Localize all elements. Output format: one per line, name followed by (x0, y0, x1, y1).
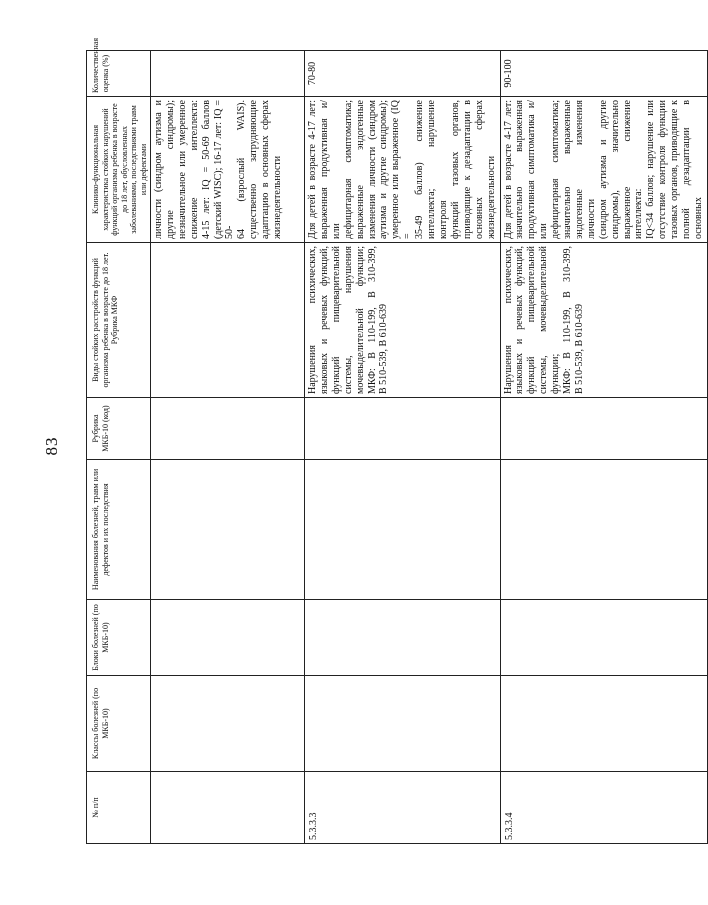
text-line: адаптацию в основных сферах (260, 100, 272, 239)
table-row (500, 51, 707, 844)
text-line: снижение интеллекта: (188, 100, 200, 239)
text-line: незначительное или умеренное (176, 100, 188, 239)
text-line: другие синдромы); (164, 100, 176, 239)
text-line: значительно выраженная (514, 100, 526, 239)
text-line: (детский WISC); 16-17 лет: IQ = 50- (212, 100, 236, 239)
cell-clinical-characteristic (151, 97, 305, 243)
text-line: Нарушения психических, (307, 246, 318, 394)
cell-disease-block (151, 600, 305, 676)
cell-mkb-rubric (151, 398, 305, 460)
text-line: дефицитарная симптоматика; (342, 100, 354, 239)
text-line: системы, мочевыделительной (538, 246, 550, 394)
text-line: эндогенные изменения личности (573, 100, 597, 239)
table-row (305, 51, 501, 844)
table-header-row (87, 51, 151, 844)
text-line: МКФ: В 110-199, В 310-399, (366, 246, 378, 394)
text-line: жизнедеятельности (485, 155, 497, 239)
page-number: 83 (42, 436, 61, 456)
text-line: существенно затрудняющие (248, 100, 260, 239)
text-line: приводящие к дезадаптации в (461, 100, 473, 239)
cell-disease-class (305, 676, 501, 772)
text-line: выраженная продуктивная и/или (318, 100, 342, 239)
text-line: функции; (550, 353, 562, 394)
table-row (151, 51, 305, 844)
header-mkb-rubric: Рубрика МКБ-10 (код) (87, 398, 151, 460)
text-line: выраженные эндогенные (354, 100, 366, 239)
header-disorder-types: Виды стойких расстройств функций организма ребенка в возрасте до 18 лет. Рубрика МКФ (87, 243, 151, 398)
text-line: Для детей в возрасте 4-17 лет: (307, 100, 318, 239)
cell-disorder-types (151, 243, 305, 398)
text-line: тазовых органов, приводящие к (669, 100, 681, 239)
row-number: 5.3.3.4 (500, 772, 707, 844)
cell-disorder-types (305, 243, 501, 398)
row-number (151, 772, 305, 844)
text-line: жизнедеятельности (272, 155, 284, 239)
disability-criteria-table (86, 38, 708, 844)
text-line: интеллекта; нарушение контроля (426, 100, 449, 239)
text-line: отсутствие контроля функции (657, 100, 669, 239)
text-line: личности (синдром аутизма и (153, 100, 164, 239)
header-num: № п/п (87, 772, 151, 844)
cell-disease-class (500, 676, 707, 772)
row-number: 5.3.3.3 (305, 772, 501, 844)
text-line: IQ<34 баллов; нарушение или (645, 100, 657, 239)
text-line: аутизма и другие синдромы); (378, 100, 390, 239)
cell-disorder-types (500, 243, 707, 398)
cell-clinical-characteristic (305, 97, 501, 243)
text-line: МКФ: В 110-199, В 310-399, (562, 246, 574, 394)
text-line: языковых и речевых функций, (318, 246, 330, 394)
text-line: основных сферах (473, 100, 485, 239)
cell-disease-block (500, 600, 707, 676)
cell-score: 70-80 (305, 51, 501, 97)
text-line: В 510-539, В 610-639 (573, 304, 585, 394)
cell-mkb-rubric (500, 398, 707, 460)
text-line: (синдром аутизма и другие (597, 100, 609, 239)
text-line: Для детей в возрасте 4-17 лет: (502, 100, 514, 239)
text-line: значительно выраженные (562, 100, 574, 239)
cell-disease-name (151, 460, 305, 600)
cell-disease-name (305, 460, 501, 600)
header-disease-classes: Классы болезней (по МКБ-10) (87, 676, 151, 772)
header-clinical-characteristics: Клинико-функциональная характеристика стойких нарушений функций организма ребенка в возрасте до 18 лет, обусловленных заболеваниями, последствиями травм или дефектами (87, 97, 151, 243)
text-line: 35-49 баллов) снижение (414, 100, 426, 239)
text-line: мочевыделительной функции; (354, 246, 366, 394)
cell-clinical-characteristic (500, 97, 707, 243)
cell-disease-name (500, 460, 707, 600)
text-line: выраженное снижение интеллекта: (621, 100, 645, 239)
text-line: функций тазовых органов, (449, 100, 461, 239)
text-line: умеренное или выраженное (IQ = (390, 100, 414, 239)
cell-disease-block (305, 600, 501, 676)
text-line: Нарушения психических, (502, 246, 514, 394)
text-line: 64 (взрослый WAIS). (236, 100, 248, 239)
text-line: синдромы), значительно (609, 100, 621, 239)
cell-score (151, 51, 305, 97)
text-line: функций пищеварительной (330, 246, 342, 394)
text-line: функций пищеварительной (526, 246, 538, 394)
cell-disease-class (151, 676, 305, 772)
text-line: дефицитарная симптоматика; (550, 100, 562, 239)
text-line: полной дезадаптации в основных (681, 100, 704, 239)
header-disease-names: Наименования болезней, травм или дефектов и их последствия (87, 460, 151, 600)
text-line: продуктивная симптоматика и/или (526, 100, 550, 239)
rotated-table-wrapper (86, 38, 704, 844)
text-line: языковых и речевых функций, (514, 246, 526, 394)
cell-mkb-rubric (305, 398, 501, 460)
cell-score: 90-100 (500, 51, 707, 97)
text-line: изменения личности (синдром (366, 100, 378, 239)
text-line: системы, нарушения (342, 246, 354, 394)
header-disease-blocks: Блоки болезней (по МКБ-10) (87, 600, 151, 676)
text-line: В 510-539, В 610-639 (378, 304, 390, 394)
header-quantitative-score: Количественная оценка (%) (87, 51, 151, 97)
text-line: 4-15 лет: IQ = 50-69 баллов (200, 100, 212, 239)
